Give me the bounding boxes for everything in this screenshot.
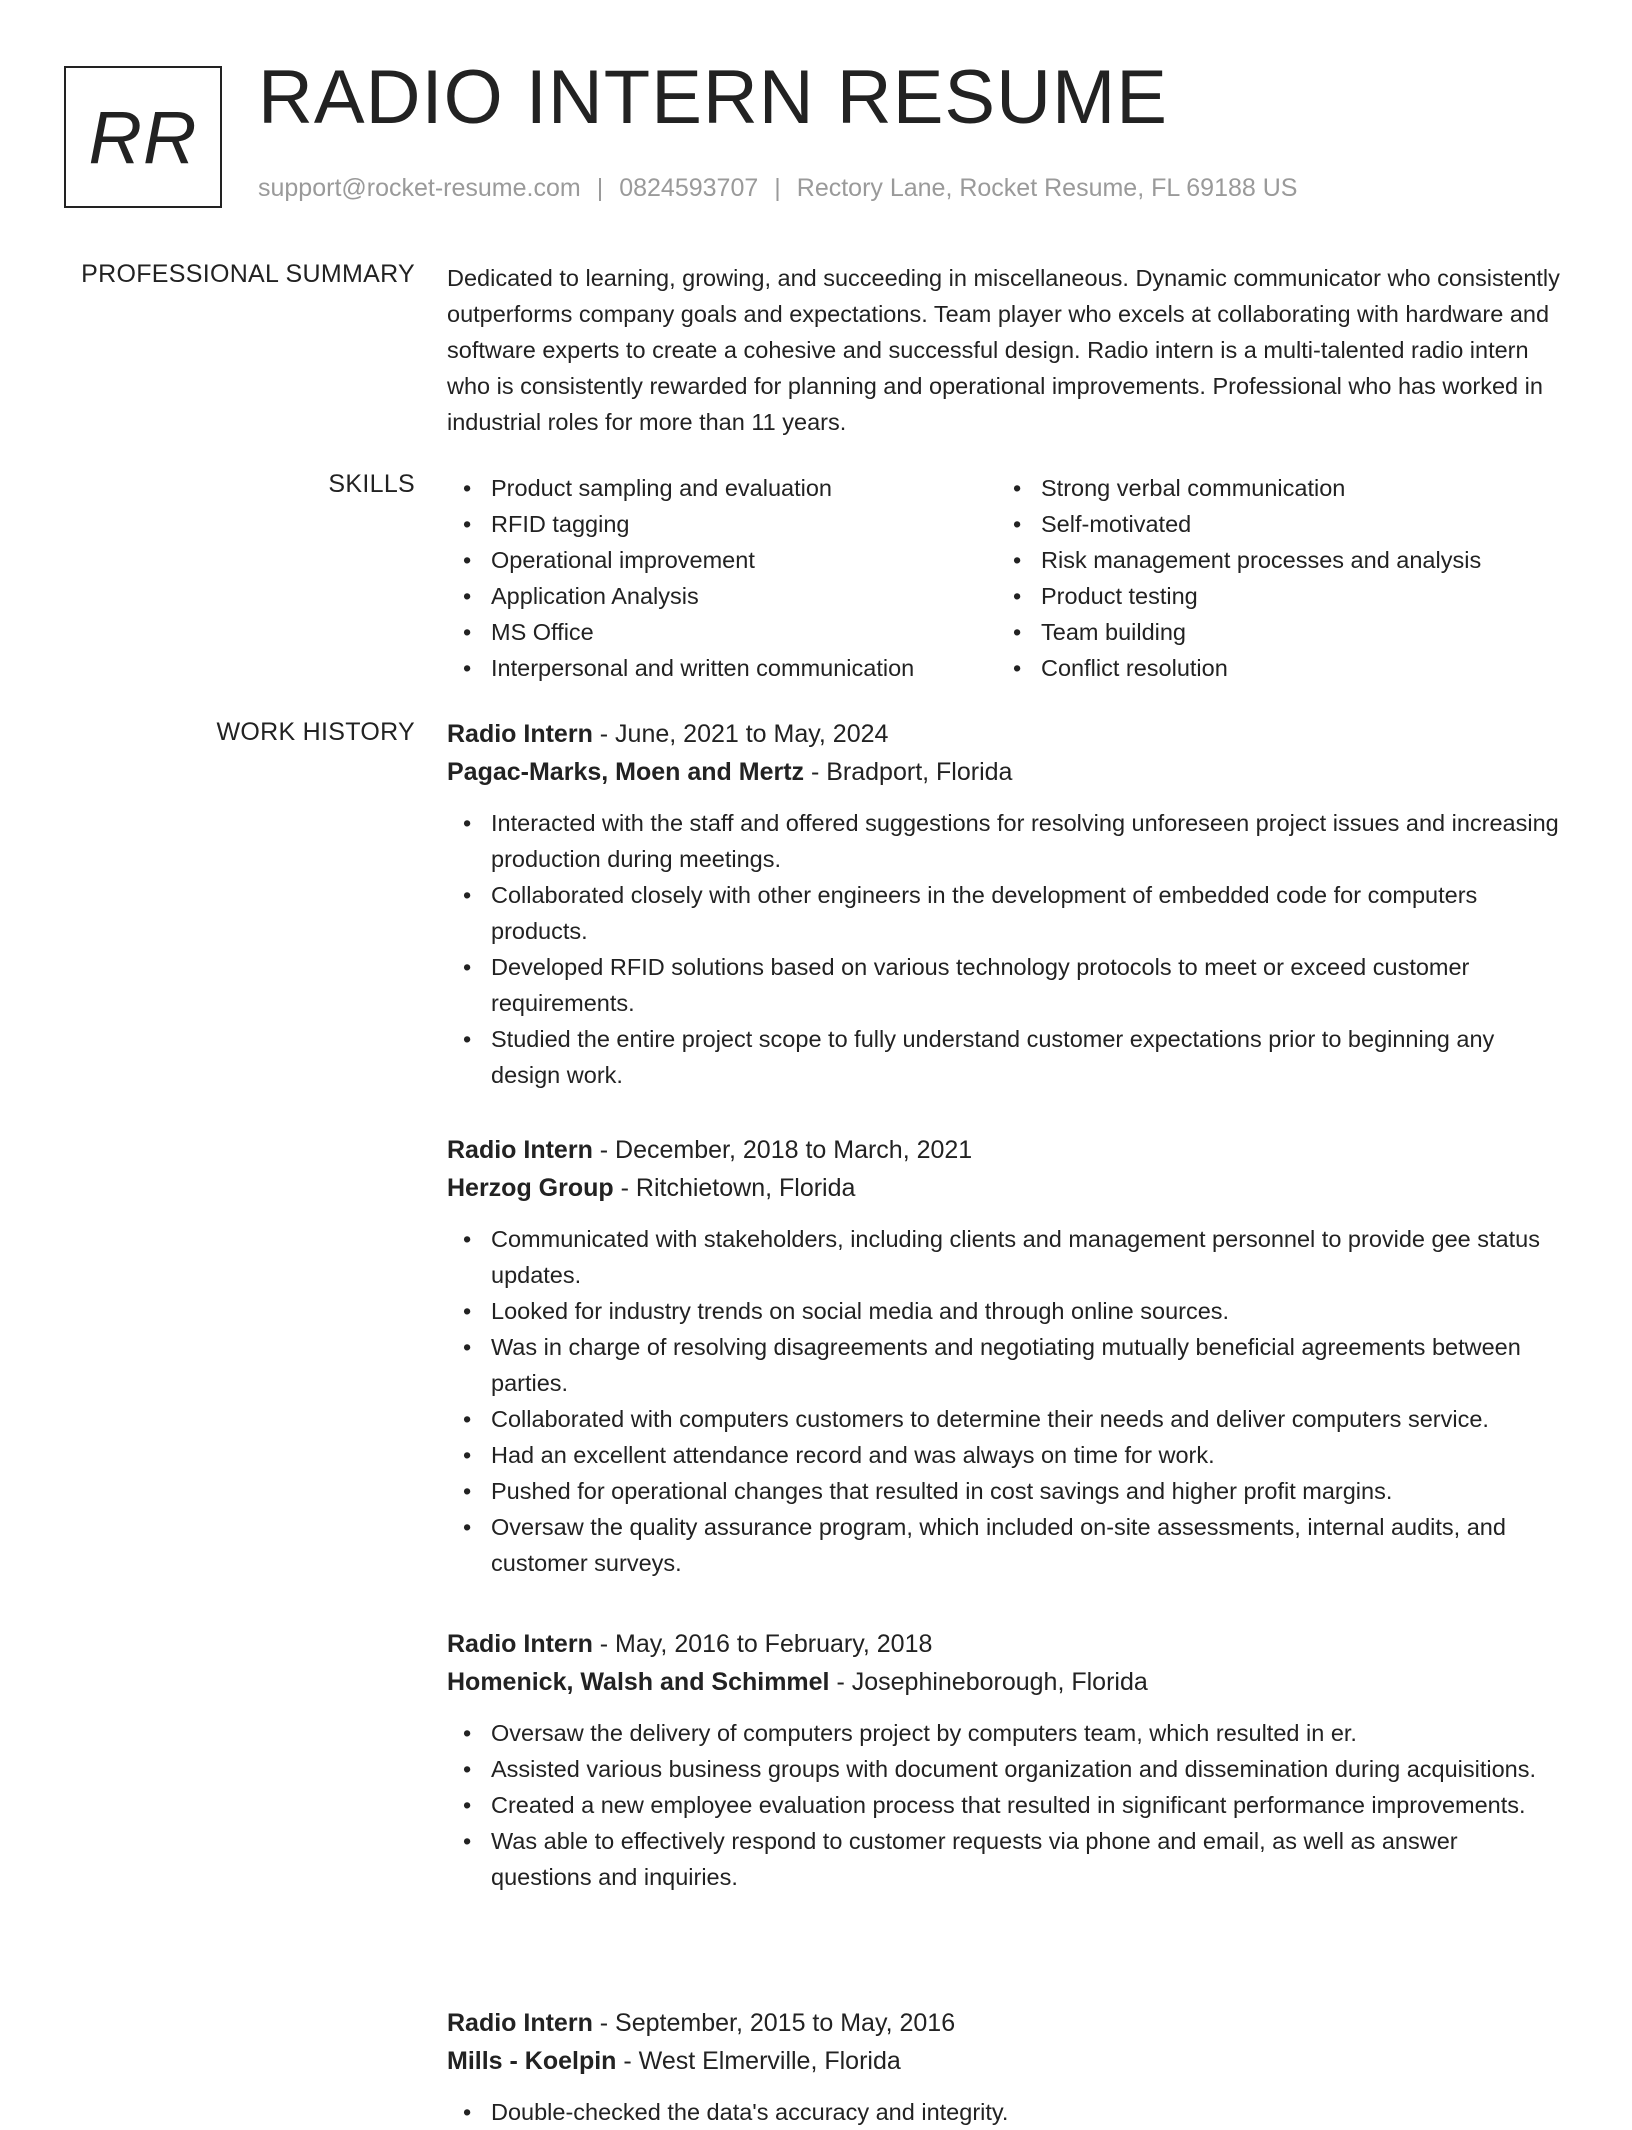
job-duty: • Studied the entire project scope to fully understand customer expectations prior to beginning any design work. <box>447 1021 1562 1093</box>
job-entry <box>447 715 1562 1093</box>
job-dates: - September, 2015 to May, 2016 <box>592 2009 956 2037</box>
job-location: - Josephineborough, Florida <box>829 1668 1148 1696</box>
skill-item: • Operational improvement <box>447 542 997 578</box>
job-duty: • Had an excellent attendance record and was always on time for work. <box>447 1437 1562 1473</box>
skill-item: • Product testing <box>997 578 1562 614</box>
job-entry <box>447 1625 1562 1895</box>
job-location: - Bradport, Florida <box>804 758 1013 786</box>
job-title-line <box>447 715 1562 753</box>
job-company: Mills - Koelpin <box>447 2047 617 2075</box>
job-duties <box>447 2094 1562 2130</box>
job-location: - Ritchietown, Florida <box>613 1174 856 1202</box>
job-location: - West Elmerville, Florida <box>616 2047 901 2075</box>
skill-item: • Team building <box>997 614 1562 650</box>
summary-heading: PROFESSIONAL SUMMARY <box>81 260 415 288</box>
job-duty: • Collaborated with computers customers to determine their needs and deliver computers service. <box>447 1401 1562 1437</box>
job-title-line <box>447 1131 1562 1169</box>
job-company-line <box>447 1169 1562 1207</box>
job-company: Pagac-Marks, Moen and Mertz <box>447 758 805 786</box>
job-duties <box>447 1715 1562 1895</box>
resume-title: RADIO INTERN RESUME <box>258 55 1168 140</box>
job-entry <box>447 1131 1562 1581</box>
job-duty: • Created a new employee evaluation process that resulted in significant performance improvements. <box>447 1787 1562 1823</box>
monogram-logo: RR <box>64 66 222 208</box>
job-company-line <box>447 753 1562 791</box>
job-dates: - June, 2021 to May, 2024 <box>592 720 889 748</box>
contact-line <box>258 174 1297 203</box>
job-title: Radio Intern <box>447 1136 593 1164</box>
job-duty: • Interacted with the staff and offered suggestions for resolving unforeseen project issues and increasing production during meetings. <box>447 805 1562 877</box>
contact-email: support@rocket-resume.com <box>258 174 581 202</box>
skill-item: • Strong verbal communication <box>997 470 1562 506</box>
job-duty: • Was in charge of resolving disagreements and negotiating mutually beneficial agreements between parties. <box>447 1329 1562 1401</box>
job-duties <box>447 1221 1562 1581</box>
job-duty: • Oversaw the delivery of computers project by computers team, which resulted in er. <box>447 1715 1562 1751</box>
skill-item: • Self-motivated <box>997 506 1562 542</box>
job-company-line <box>447 2042 1562 2080</box>
job-title: Radio Intern <box>447 720 593 748</box>
job-title: Radio Intern <box>447 1630 593 1658</box>
job-entry <box>447 2004 1562 2130</box>
job-dates: - May, 2016 to February, 2018 <box>592 1630 933 1658</box>
job-duty: • Was able to effectively respond to customer requests via phone and email, as well as answer questions and inquiries. <box>447 1823 1562 1895</box>
skill-item: • RFID tagging <box>447 506 997 542</box>
skill-item: • Risk management processes and analysis <box>997 542 1562 578</box>
summary-text: Dedicated to learning, growing, and succeeding in miscellaneous. Dynamic communicator who consistently outperforms company goals and expectations. Team player who excels at collaborating with hardware and software experts to create a cohesive and successful design. Radio intern is a multi-talented radio intern who is consistently rewarded for planning and operational improvements. Professional who has worked in industrial roles for more than 11 years. <box>447 265 1560 435</box>
job-duty: • Communicated with stakeholders, including clients and management personnel to provide gee status updates. <box>447 1221 1562 1293</box>
contact-phone: 0824593707 <box>619 174 759 202</box>
contact-separator: | <box>596 174 604 202</box>
job-company-line <box>447 1663 1562 1701</box>
contact-separator: | <box>774 174 781 202</box>
skill-item: • Application Analysis <box>447 578 997 614</box>
job-title: Radio Intern <box>447 2009 593 2037</box>
job-title-line <box>447 2004 1562 2042</box>
job-duty: • Double-checked the data's accuracy and integrity. <box>447 2094 1562 2130</box>
skill-item: • Conflict resolution <box>997 650 1562 686</box>
contact-address: Rectory Lane, Rocket Resume, FL 69188 US <box>796 174 1298 202</box>
job-dates: - December, 2018 to March, 2021 <box>592 1136 973 1164</box>
skill-item: • MS Office <box>447 614 997 650</box>
skills-column-right <box>997 470 1562 686</box>
skill-item: • Interpersonal and written communication <box>447 650 997 686</box>
job-duties <box>447 805 1562 1093</box>
job-duty: • Oversaw the quality assurance program, which included on-site assessments, internal audits, and customer surveys. <box>447 1509 1562 1581</box>
job-duty: • Collaborated closely with other engineers in the development of embedded code for computers products. <box>447 877 1562 949</box>
job-company: Herzog Group <box>447 1174 614 1202</box>
work-history-heading: WORK HISTORY <box>216 718 415 746</box>
job-company: Homenick, Walsh and Schimmel <box>447 1668 830 1696</box>
job-duty: • Developed RFID solutions based on various technology protocols to meet or exceed customer requirements. <box>447 949 1562 1021</box>
job-title-line <box>447 1625 1562 1663</box>
job-duty: • Pushed for operational changes that resulted in cost savings and higher profit margins. <box>447 1473 1562 1509</box>
skills-list <box>447 470 1562 686</box>
job-duty: • Assisted various business groups with document organization and dissemination during acquisitions. <box>447 1751 1562 1787</box>
job-duty: • Looked for industry trends on social media and through online sources. <box>447 1293 1562 1329</box>
skills-heading: SKILLS <box>328 470 415 498</box>
skill-item: • Product sampling and evaluation <box>447 470 997 506</box>
skills-column-left <box>447 470 997 686</box>
